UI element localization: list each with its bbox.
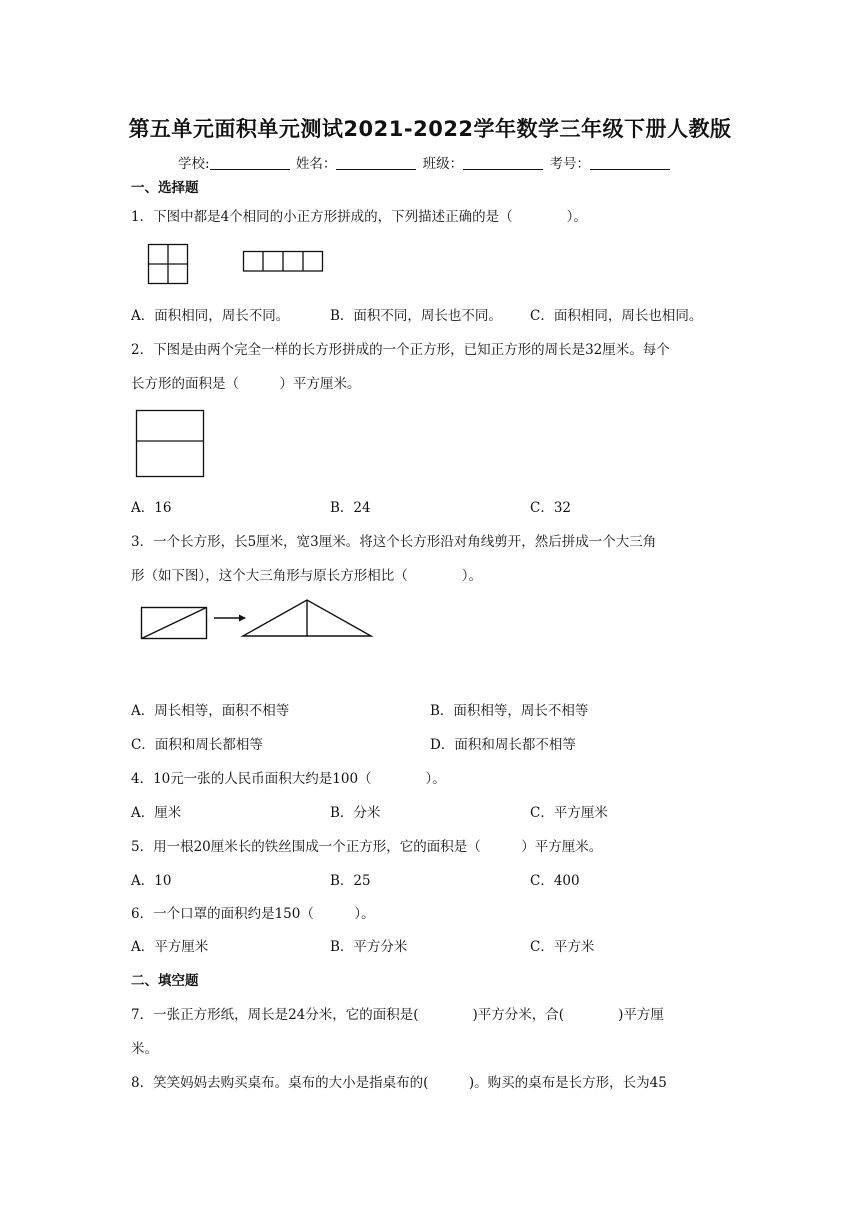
- question-7-line-1: 7．一张正方形纸，周长是24分米，它的面积是( )平方分米，合( )平方厘: [131, 1007, 664, 1023]
- student-info-line: [178, 152, 672, 172]
- question-2-line-2: 长方形的面积是（ ）平方厘米。: [131, 376, 361, 392]
- question-6-stem: 6．一个口罩的面积约是150（ ）。: [131, 906, 375, 922]
- school-label: 学校:: [178, 156, 210, 172]
- page-title: 第五单元面积单元测试2021-2022学年数学三年级下册人教版: [128, 117, 732, 141]
- q4-option-c: C．平方厘米: [530, 805, 608, 821]
- q6-option-a: A．平方厘米: [131, 939, 209, 955]
- question-2-line-1: 2．下图是由两个完全一样的长方形拼成的一个正方形，已知正方形的周长是32厘米。每个: [131, 342, 670, 358]
- q1-option-b: B．面积不同，周长也不同。: [330, 308, 502, 324]
- class-label: 班级：: [422, 156, 464, 172]
- q2-figure-square-split: [136, 410, 206, 478]
- q2-option-a: A．16: [131, 500, 172, 516]
- question-3-line-1: 3．一个长方形，长5厘米，宽3厘米。将这个长方形沿对角线剪开，然后拼成一个大三角: [131, 534, 657, 550]
- q4-option-b: B．分米: [330, 805, 381, 821]
- name-label: 姓名：: [295, 156, 337, 172]
- question-8-line-1: 8．笑笑妈妈去购买桌布。桌布的大小是指桌布的( )。购买的桌布是长方形，长为45: [131, 1075, 667, 1091]
- q3-option-c: C．面积和周长都相等: [131, 737, 263, 753]
- name-blank: [336, 156, 416, 170]
- q2-option-c: C．32: [530, 500, 572, 516]
- q3-figure-rectangle-to-triangle: [141, 599, 373, 641]
- exam-no-label: 考号：: [549, 156, 590, 172]
- section-choice-heading: 一、选择题: [131, 180, 199, 196]
- q2-option-b: B．24: [330, 500, 371, 516]
- section-fill-blank-heading: 二、填空题: [131, 973, 199, 989]
- q4-option-a: A．厘米: [131, 805, 182, 821]
- q5-option-a: A．10: [131, 873, 172, 889]
- q5-option-c: C．400: [530, 873, 580, 889]
- q3-option-b: B．面积相等，周长不相等: [430, 703, 589, 719]
- question-3-line-2: 形（如下图），这个大三角形与原长方形相比（ ）。: [131, 568, 482, 584]
- question-7-line-2: 米。: [131, 1041, 158, 1057]
- question-4-stem: 4．10元一张的人民币面积大约是100（ ）。: [131, 771, 446, 787]
- q3-option-d: D．面积和周长都不相等: [430, 737, 576, 753]
- school-blank: [210, 156, 290, 170]
- exam-no-blank: [590, 156, 670, 170]
- q3-option-a: A．周长相等，面积不相等: [131, 703, 290, 719]
- q1-option-a: A．面积相同，周长不同。: [131, 308, 290, 324]
- q6-option-b: B．平方分米: [330, 939, 408, 955]
- q6-option-c: C．平方米: [530, 939, 595, 955]
- question-1-stem: 1．下图中都是4个相同的小正方形拼成的，下列描述正确的是（ ）。: [131, 209, 587, 225]
- question-5-stem: 5．用一根20厘米长的铁丝围成一个正方形，它的面积是（ ）平方厘米。: [131, 839, 603, 855]
- q1-figure-2x2-squares: [148, 244, 190, 286]
- q1-option-c: C．面积相同，周长也相同。: [530, 308, 703, 324]
- class-blank: [463, 156, 543, 170]
- q5-option-b: B．25: [330, 873, 371, 889]
- q1-figure-1x4-squares: [243, 251, 325, 273]
